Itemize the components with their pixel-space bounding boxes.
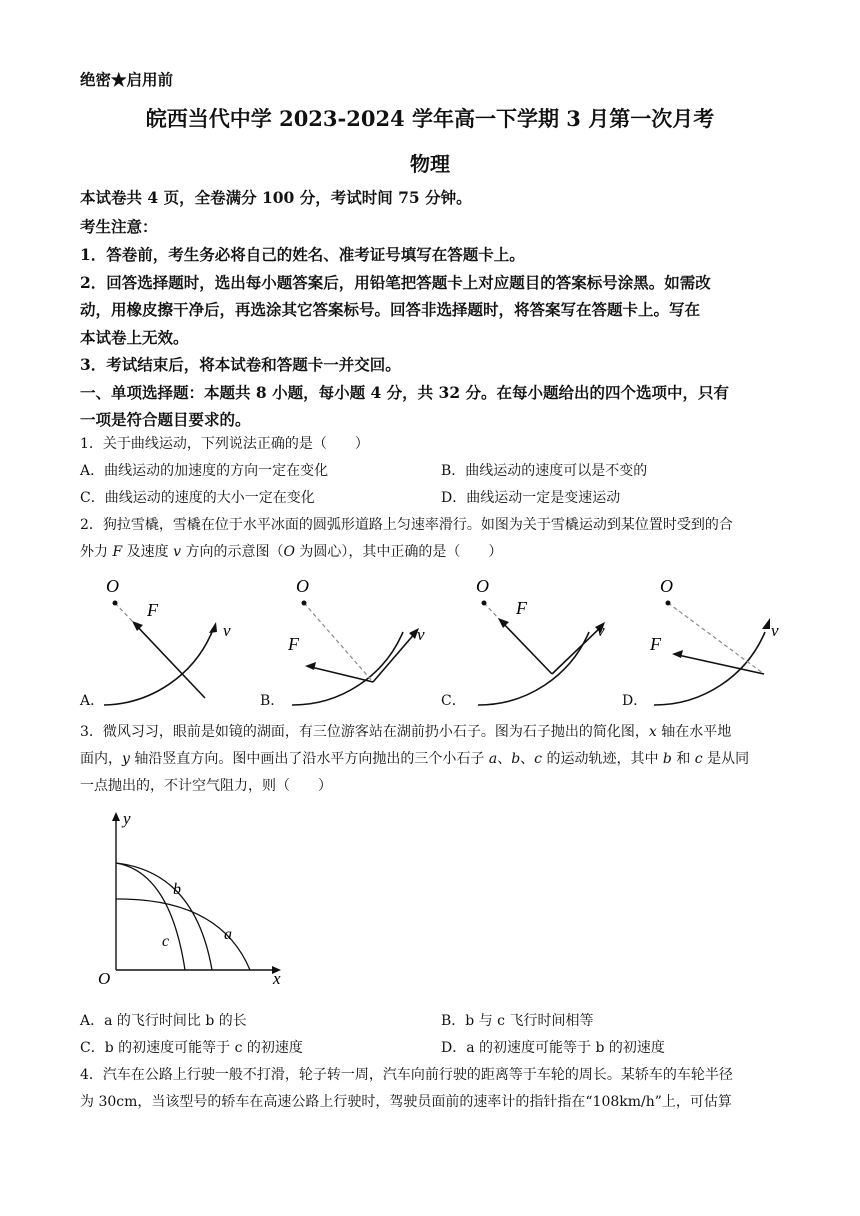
velocity-label-v: v: [223, 621, 231, 640]
velocity-label-v: v: [771, 621, 779, 640]
radius-dashed-line: [484, 603, 500, 620]
subject-title: 物理: [410, 152, 450, 176]
q1-option-d: D．曲线运动一定是变速运动: [441, 490, 621, 506]
q3-line2: 面内，y 轴沿竖直方向。图中画出了沿水平方向抛出的三个小石子 a、b、c 的运动轨迹，其中 b 和 c 是从同: [80, 751, 750, 767]
center-label-o: O: [660, 576, 673, 596]
center-label-o: O: [106, 576, 119, 596]
sled-path-arc: [654, 632, 765, 705]
sled-path-arc: [104, 632, 212, 705]
exam-summary: 本试卷共 4 页，全卷满分 100 分，考试时间 75 分钟。: [80, 188, 472, 207]
q1-option-a: A．曲线运动的加速度的方向一定在变化: [80, 463, 329, 479]
secret-label: 绝密★启用前: [80, 70, 174, 89]
velocity-arrow-line: [552, 626, 602, 674]
q3-option-a: A．a 的飞行时间比 b 的长: [80, 1013, 247, 1029]
curve-b-label: b: [173, 881, 181, 898]
x-axis-label: x: [273, 969, 281, 988]
q3-option-d: D．a 的初速度可能等于 b 的初速度: [441, 1040, 665, 1056]
radius-dashed-line: [115, 603, 134, 623]
curve-a-label: a: [224, 926, 232, 943]
force-label-f: F: [288, 634, 299, 654]
y-axis-arrowhead: [112, 812, 120, 821]
q1-stem: 1．关于曲线运动，下列说法正确的是（ ）: [80, 436, 369, 452]
y-axis-label: y: [123, 809, 131, 828]
force-arrow-line: [311, 667, 373, 682]
notice-2-line2: 动，用橡皮擦干净后，再选涂其它答案标号。回答非选择题时，将答案写在答题卡上。写在: [80, 300, 701, 319]
q2-diagram-a: [90, 570, 240, 710]
force-arrow-line: [678, 655, 764, 674]
force-arrow-line: [500, 620, 552, 674]
center-label-o: O: [296, 576, 309, 596]
q1-option-c: C．曲线运动的速度的大小一定在变化: [80, 490, 315, 506]
q2-line2: 外力 F 及速度 v 方向的示意图（O 为圆心），其中正确的是（ ）: [80, 544, 503, 560]
notice-3: 3．考试结束后，将本试卷和答题卡一并交回。: [80, 355, 401, 374]
q2-option-c: C．: [441, 693, 466, 709]
notice-heading: 考生注意：: [80, 217, 158, 236]
q2-option-a: A．: [80, 693, 105, 709]
sled-path-arc: [292, 632, 403, 705]
exam-title: 皖西当代中学 2023-2024 学年高一下学期 3 月第一次月考: [145, 106, 715, 131]
notice-1: 1．答卷前，考生务必将自己的姓名、准考证号填写在答题卡上。: [80, 245, 525, 264]
velocity-arrow-line: [373, 632, 416, 682]
force-arrowhead: [305, 662, 316, 670]
force-arrowhead: [672, 650, 683, 658]
q3-option-b: B．b 与 c 飞行时间相等: [441, 1013, 594, 1029]
center-point: [113, 601, 118, 606]
q4-line1: 4．汽车在公路上行驶一般不打滑，轮子转一周，汽车向前行驶的距离等于车轮的周长。某轿车的车轮半径: [80, 1067, 733, 1083]
velocity-arrowhead: [209, 622, 217, 633]
curve-c: [116, 863, 185, 970]
velocity-arrowhead: [762, 618, 770, 629]
q4-line2: 为 30cm，当该型号的轿车在高速公路上行驶时，驾驶员面前的速率计的指针指在“108km/h”上，可估算: [80, 1094, 732, 1110]
q2-option-d: D．: [622, 693, 648, 709]
q2-diagram-b: [278, 570, 428, 710]
q3-line3: 一点抛出的，不计空气阻力，则（ ）: [80, 778, 332, 794]
q3-option-c: C．b 的初速度可能等于 c 的初速度: [80, 1040, 303, 1056]
force-arrowhead: [132, 621, 143, 631]
section1-heading-line1: 一、单项选择题：本题共 8 小题，每小题 4 分，共 32 分。在每小题给出的四个选项中，只有: [80, 383, 730, 402]
section1-heading-line2: 一项是符合题目要求的。: [80, 410, 251, 429]
curve-b: [116, 863, 212, 970]
q2-diagram-d: [640, 570, 790, 710]
q1-option-b: B．曲线运动的速度可以是不变的: [441, 463, 648, 479]
center-label-o: O: [476, 576, 489, 596]
curve-c-label: c: [162, 933, 170, 950]
q3-line1: 3．微风习习，眼前是如镜的湖面，有三位游客站在湖前扔小石子。图为石子抛出的简化图，x 轴在水平地: [80, 724, 732, 740]
center-point: [482, 601, 487, 606]
force-label-f: F: [650, 634, 661, 654]
notice-2-line1: 2．回答选择题时，选出每小题答案后，用铅笔把答题卡上对应题目的答案标号涂黑。如需改: [80, 273, 711, 292]
q3-trajectory-graph: [80, 806, 290, 988]
q2-line1: 2．狗拉雪橇，雪橇在位于水平冰面的圆弧形道路上匀速率滑行。如图为关于雪橇运动到某位置时受到的合: [80, 517, 733, 533]
velocity-label-v: v: [597, 621, 605, 640]
velocity-label-v: v: [417, 625, 425, 644]
notice-2-line3: 本试卷上无效。: [80, 328, 189, 347]
force-label-f: F: [147, 600, 158, 620]
q2-diagram-c: [464, 570, 614, 710]
force-label-f: F: [516, 598, 527, 618]
radius-dashed-line: [304, 603, 373, 682]
origin-label: O: [98, 969, 111, 988]
center-point: [302, 601, 307, 606]
sled-path-arc: [478, 632, 589, 705]
q2-option-b: B．: [260, 693, 285, 709]
center-point: [666, 601, 671, 606]
